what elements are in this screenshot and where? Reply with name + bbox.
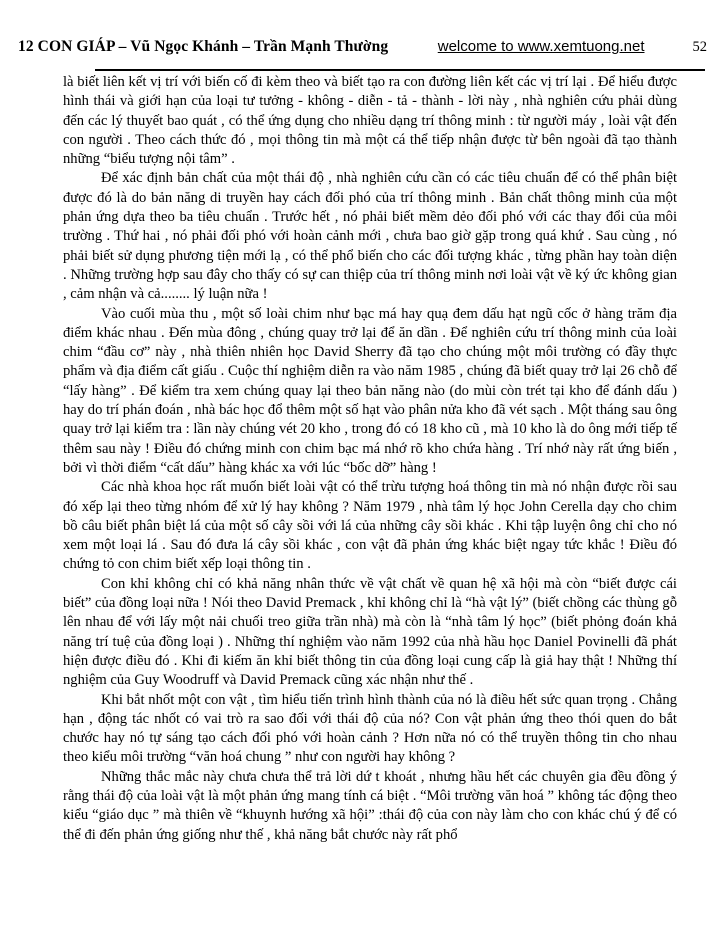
site-link[interactable]: welcome to www.xemtuong.net — [437, 38, 645, 55]
paragraph: Con khỉ không chỉ có khả năng nhân thức về vật chất về quan hệ xã hội mà còn “biết được cái biết” của đồng loại nữa ! Nói theo David Premack , khỉ không chỉ là “hà vật lý” (biết chồng các thùng gỗ lên nhau để với lấy một nải chuối treo giữa trần nhà) mà còn là “nhà tâm lý học” (biết phỏng đoán khả năng trí tuệ của đồng loại ) . Những thí nghiệm vào năm 1992 của nhà hầu học Daniel Povinelli đã phát hiện được điều đó . Khi đi kiếm ăn khỉ biết thông tin của đồng loại cung cấp là giả hay thật ! Những thí nghiệm của Guy Woodruff và David Premack cũng xác nhận như thế . — [63, 575, 677, 689]
paragraph: là biết liên kết vị trí với biến cố đi kèm theo và biết tạo ra con đường liên kết các vị trí lại . Để hiểu được hình thái và giới hạn của loại tư tưởng - không - diễn - tả - thành - lời này , nhà nghiên cứu phải dùng đến các lý thuyết bao quát , có thể ứng dụng cho nhiều dạng trí thông minh : từ người máy , loài vật đến con người . Theo cách thức đó , mọi thông tin mà một cá thể tiếp nhận được từ bên ngoài đã tạo thành những “biểu tượng nội tâm” . — [63, 74, 677, 168]
page-body — [63, 73, 677, 845]
paragraph: Các nhà khoa học rất muốn biết loài vật có thể trừu tượng hoá thông tin mà nó nhận được rồi sau đó xếp lại theo từng nhóm để xử lý hay không ? Năm 1979 , nhà tâm lý học John Cerella dạy cho chim bồ câu biết phân biệt lá của một số cây sồi với lá của những cây sồi khác . Khi tập luyện ông chỉ cho nó xem một loại lá . Sau đó đưa lá cây sồi khác , con vật đã phản ứng khác biệt ngay tức khắc ! Điều đó chứng tỏ con chim biết xếp loại thông tin . — [63, 479, 677, 573]
header-divider — [95, 69, 705, 71]
paragraph: Những thắc mắc này chưa chưa thể trả lời dứ t khoát , nhưng hầu hết các chuyên gia đều đồng ý rằng thái độ của loài vật là một phản ứng mang tính cá biệt . “Môi trường văn hoá ” không tác động theo kiểu “giáo dục ” mà thiên về “khuynh hướng xã hội” :thái độ của con này làm cho con khác chú ý để có thể đi đến phản ứng giống như thế , khả năng bắt chước này rất phổ — [63, 768, 677, 843]
page-header — [18, 38, 707, 56]
book-title: 12 CON GIÁP – Vũ Ngọc Khánh – Trần Mạnh Thường — [18, 38, 389, 55]
page-number: 52 — [692, 39, 707, 55]
paragraph: Khi bắt nhốt một con vật , tìm hiểu tiến trình hình thành của nó là điều hết sức quan trọng . Chẳng hạn , động tác nhốt có vai trò ra sao đối với thái độ của nó? Con vật phản ứng theo thói quen do bắt chước hay nó tự sáng tạo cách đối phó với hoàn cảnh ? Hơn nữa nó có thể truyền thông tin cho nhau theo kiểu môi trường “văn hoá chung ” như con người hay không ? — [63, 691, 677, 766]
paragraph: Vào cuối mùa thu , một số loài chim như bạc má hay quạ đem dấu hạt ngũ cốc ở hàng trăm địa điểm khác nhau . Đến mùa đông , chúng quay trở lại để ăn dần . Để nghiên cứu trí thông minh của loài chim “đầu cơ” này , nhà thiên nhiên học David Sherry đã tạo cho chúng một môi trường có đầy thực phẩm và địa điểm cất giấu . Cuộc thí nghiệm diễn ra vào năm 1985 , chúng đã biết quay trở lại 26 chỗ để “lấy hàng” . Để kiểm tra xem chúng quay lại theo bản năng nào (do mùi còn trét tại kho để đánh dấu ) hay do trí phán đoán , nhà bác học đổ thêm một số hạt vào phân nửa kho đã vét sạch . Một tháng sau ông quay trở lại kiểm tra : lần này chúng vét 20 kho , trong đó có 18 kho cũ , mà 10 kho là do ông mới tiếp tế thêm sau này ! Điều đó chứng minh con chim bạc má nhớ rõ kho chứa hàng . Trí nhớ này rất ứng biến , bởi vì thời điểm “cất dấu” hàng khác xa với lúc “bốc dỡ” hàng ! — [63, 305, 677, 476]
paragraph: Để xác định bản chất của một thái độ , nhà nghiên cứu cần có các tiêu chuẩn để có thể phân biệt được đó là do bản năng di truyền hay cách đối phó của trí thông minh . Bản chất thông minh của một phản ứng dựa theo ba tiêu chuẩn . Trước hết , nó phải biết mềm dẻo đối phó với các thay đổi của môi trường . Thứ hai , nó phải đối phó với hoàn cảnh mới , chưa bao giờ gặp trong quá khứ . Sau cùng , nó phải biết sử dụng phương tiện mới lạ , có thể phổ biến cho các đối tượng khác , từng phần hay toàn diện . Những trường hợp sau đây cho thấy có sự can thiệp của trí thông minh nơi loài vật về ký ức không gian , cảm nhận và cả........ lý luận nữa ! — [63, 170, 677, 303]
